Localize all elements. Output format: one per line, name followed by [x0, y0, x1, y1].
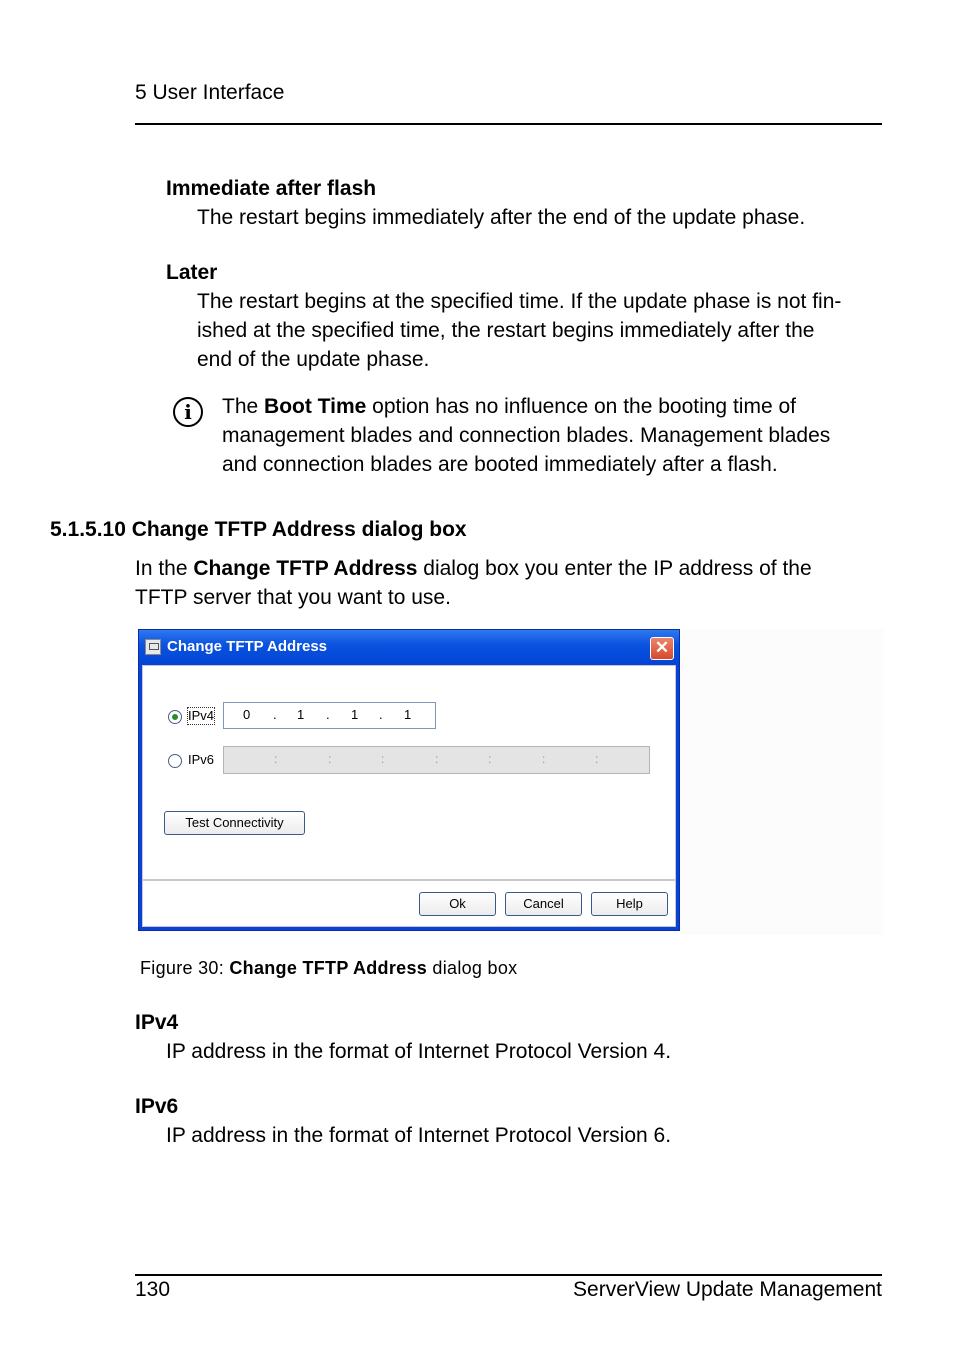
ipv4-octet-2[interactable]: 1: [297, 707, 305, 722]
header-rule: [135, 123, 882, 125]
test-connectivity-button[interactable]: Test Connectivity: [164, 811, 305, 835]
close-icon: ✕: [654, 638, 670, 657]
ok-button[interactable]: Ok: [419, 892, 496, 916]
note-line-3: and connection blades are booted immediately after a flash.: [222, 453, 778, 476]
caption-bold-dialog-name: Change TFTP Address: [229, 958, 428, 978]
ipv4-radio[interactable]: [168, 710, 182, 724]
ipv6-separator: :: [274, 752, 278, 766]
change-tftp-dialog: [138, 629, 680, 931]
term-immediate-after-flash: Immediate after flash: [166, 177, 377, 200]
desc-ipv4: IP address in the format of Internet Protocol Version 4.: [166, 1040, 672, 1063]
close-button[interactable]: [650, 637, 674, 660]
intro-line-1: In the Change TFTP Address dialog box you enter the IP address of the: [135, 557, 812, 580]
desc-later-line-1: The restart begins at the specified time. If the update phase is not fin-: [197, 290, 842, 313]
term-later: Later: [166, 261, 218, 284]
desc-immediate-after-flash: The restart begins immediately after the end of the update phase.: [197, 206, 806, 229]
ipv4-octet-1[interactable]: 0: [243, 707, 251, 722]
ipv4-radio-label[interactable]: IPv4: [188, 708, 215, 723]
dialog-client-area: [142, 665, 676, 927]
desc-ipv6: IP address in the format of Internet Protocol Version 6.: [166, 1124, 672, 1147]
cancel-button[interactable]: Cancel: [505, 892, 582, 916]
ipv6-address-field[interactable]: [223, 746, 650, 774]
desc-later-line-3: end of the update phase.: [197, 348, 430, 371]
section-heading: 5.1.5.10 Change TFTP Address dialog box: [50, 518, 467, 541]
term-ipv4: IPv4: [135, 1011, 179, 1034]
ipv4-separator: .: [379, 707, 383, 722]
ipv6-separator: :: [488, 752, 492, 766]
term-ipv6: IPv6: [135, 1095, 179, 1118]
ipv4-octet-4[interactable]: 1: [404, 707, 412, 722]
figure-caption: Figure 30: Change TFTP Address dialog box: [140, 958, 518, 978]
ipv6-separator: :: [435, 752, 439, 766]
ipv6-separator: :: [381, 752, 385, 766]
ipv6-radio[interactable]: [168, 754, 182, 768]
page-number: 130: [135, 1278, 171, 1301]
ipv4-separator: .: [273, 707, 277, 722]
chapter-header: 5 User Interface: [135, 81, 285, 104]
ipv4-octet-3[interactable]: 1: [351, 707, 359, 722]
ipv6-separator: :: [328, 752, 332, 766]
dialog-titlebar[interactable]: [139, 630, 679, 663]
intro-line-2: TFTP server that you want to use.: [135, 586, 451, 609]
intro-bold-dialog-name: Change TFTP Address: [193, 557, 418, 580]
ipv6-radio-label[interactable]: IPv6: [188, 752, 215, 767]
product-name: ServerView Update Management: [573, 1278, 882, 1301]
button-bar-divider: [143, 879, 675, 881]
desc-later-line-2: ished at the specified time, the restart begins immediately after the: [197, 319, 815, 342]
ipv4-address-field[interactable]: [223, 702, 436, 729]
note-line-1: The Boot Time option has no influence on the booting time of: [222, 395, 796, 418]
ipv6-separator: :: [542, 752, 546, 766]
window-icon: [145, 639, 161, 655]
help-button[interactable]: Help: [591, 892, 668, 916]
dialog-title: Change TFTP Address: [167, 638, 328, 655]
note-line-2: management blades and connection blades. Management blades: [222, 424, 831, 447]
ipv4-separator: .: [326, 707, 330, 722]
note-bold-boot-time: Boot Time: [264, 395, 367, 418]
dialog-figure: [138, 629, 884, 935]
info-icon: i: [173, 397, 203, 427]
ipv6-separator: :: [595, 752, 599, 766]
